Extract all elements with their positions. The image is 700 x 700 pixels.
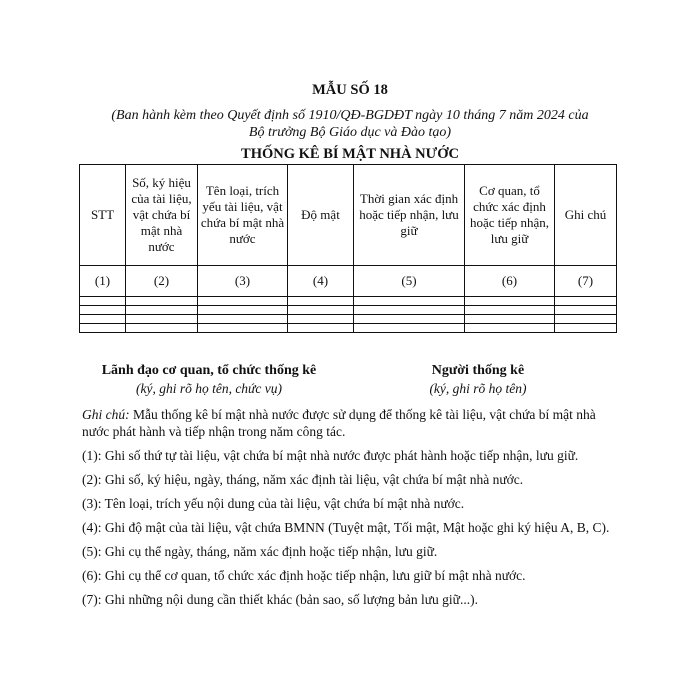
table-cell bbox=[288, 324, 354, 333]
col-header-stt: STT bbox=[80, 165, 126, 266]
col-number: (6) bbox=[465, 266, 555, 297]
table-cell bbox=[354, 306, 465, 315]
table-cell bbox=[126, 315, 198, 324]
table-row bbox=[80, 324, 617, 333]
table-cell bbox=[80, 315, 126, 324]
table-cell bbox=[80, 324, 126, 333]
table-cell bbox=[126, 297, 198, 306]
table-cell bbox=[198, 324, 288, 333]
compiler-signature-block bbox=[378, 362, 578, 398]
table-cell bbox=[465, 324, 555, 333]
col-header-secrecy-level: Độ mật bbox=[288, 165, 354, 266]
table-header-row bbox=[80, 165, 617, 266]
table-cell bbox=[288, 297, 354, 306]
col-header-notes: Ghi chú bbox=[555, 165, 617, 266]
col-number: (7) bbox=[555, 266, 617, 297]
table-cell bbox=[198, 297, 288, 306]
table-cell bbox=[288, 315, 354, 324]
col-number: (4) bbox=[288, 266, 354, 297]
table-row bbox=[80, 297, 617, 306]
state-secret-statistics-table bbox=[79, 164, 617, 333]
table-cell bbox=[198, 306, 288, 315]
leader-signature-block bbox=[84, 362, 334, 398]
table-cell bbox=[465, 315, 555, 324]
table-cell bbox=[354, 324, 465, 333]
table-title: THỐNG KÊ BÍ MẬT NHÀ NƯỚC bbox=[241, 146, 459, 162]
compiler-signature-title: Người thống kê bbox=[431, 363, 525, 378]
table-cell bbox=[555, 315, 617, 324]
table-cell bbox=[288, 306, 354, 315]
issuance-subtitle bbox=[80, 107, 620, 141]
note-item: (7): Ghi những nội dung cần thiết khác (bản sao, số lượng bản lưu giữ...). bbox=[82, 592, 478, 607]
notes-intro-text: Mẫu thống kê bí mật nhà nước được sử dụng để thống kê tài liệu, vật chứa bí mật nhà nước phát hành và tiếp nhận trong năm công tác. bbox=[82, 407, 596, 439]
table-cell bbox=[465, 297, 555, 306]
note-item: (3): Tên loại, trích yếu nội dung của tài liệu, vật chứa bí mật nhà nước. bbox=[82, 496, 465, 511]
form-number-title: MẪU SỐ 18 bbox=[312, 82, 388, 98]
col-number: (5) bbox=[354, 266, 465, 297]
col-number: (1) bbox=[80, 266, 126, 297]
table-cell bbox=[126, 324, 198, 333]
notes-section bbox=[82, 406, 614, 615]
note-item: (5): Ghi cụ thể ngày, tháng, năm xác định hoặc tiếp nhận, lưu giữ. bbox=[82, 544, 438, 559]
col-number: (2) bbox=[126, 266, 198, 297]
table-cell bbox=[555, 324, 617, 333]
table-cell bbox=[126, 306, 198, 315]
table-cell bbox=[555, 297, 617, 306]
table-cell bbox=[354, 315, 465, 324]
note-item: (2): Ghi số, ký hiệu, ngày, tháng, năm xác định tài liệu, vật chứa bí mật nhà nước. bbox=[82, 472, 524, 487]
table-cell bbox=[465, 306, 555, 315]
table-cell bbox=[555, 306, 617, 315]
col-header-document-number: Số, ký hiệu của tài liệu, vật chứa bí mật nhà nước bbox=[126, 165, 198, 266]
subtitle-line-1: (Ban hành kèm theo Quyết định số 1910/QĐ-BGDĐT ngày 10 tháng 7 năm 2024 của bbox=[111, 108, 589, 123]
col-header-agency: Cơ quan, tổ chức xác định hoặc tiếp nhận, lưu giữ bbox=[465, 165, 555, 266]
subtitle-line-2: Bộ trưởng Bộ Giáo dục và Đào tạo) bbox=[248, 125, 452, 140]
table-cell bbox=[354, 297, 465, 306]
notes-intro bbox=[82, 406, 614, 440]
note-item: (4): Ghi độ mật của tài liệu, vật chứa BMNN (Tuyệt mật, Tối mật, Mật hoặc ghi ký hiệu A, B, C). bbox=[82, 520, 610, 535]
table-cell bbox=[80, 297, 126, 306]
col-header-time: Thời gian xác định hoặc tiếp nhận, lưu giữ bbox=[354, 165, 465, 266]
compiler-signature-note: (ký, ghi rõ họ tên) bbox=[429, 381, 527, 396]
leader-signature-title: Lãnh đạo cơ quan, tổ chức thống kê bbox=[101, 363, 317, 378]
note-item: (6): Ghi cụ thể cơ quan, tổ chức xác định hoặc tiếp nhận, lưu giữ bí mật nhà nước. bbox=[82, 568, 526, 583]
notes-label: Ghi chú: bbox=[82, 407, 130, 422]
table-cell bbox=[198, 315, 288, 324]
table-row bbox=[80, 306, 617, 315]
col-header-document-type: Tên loại, trích yếu tài liệu, vật chứa bí mật nhà nước bbox=[198, 165, 288, 266]
leader-signature-note: (ký, ghi rõ họ tên, chức vụ) bbox=[135, 381, 283, 396]
note-item: (1): Ghi số thứ tự tài liệu, vật chứa bí mật nhà nước được phát hành hoặc tiếp nhận, lưu giữ. bbox=[82, 448, 579, 463]
col-number: (3) bbox=[198, 266, 288, 297]
table-row bbox=[80, 315, 617, 324]
table-cell bbox=[80, 306, 126, 315]
column-number-row bbox=[80, 266, 617, 297]
